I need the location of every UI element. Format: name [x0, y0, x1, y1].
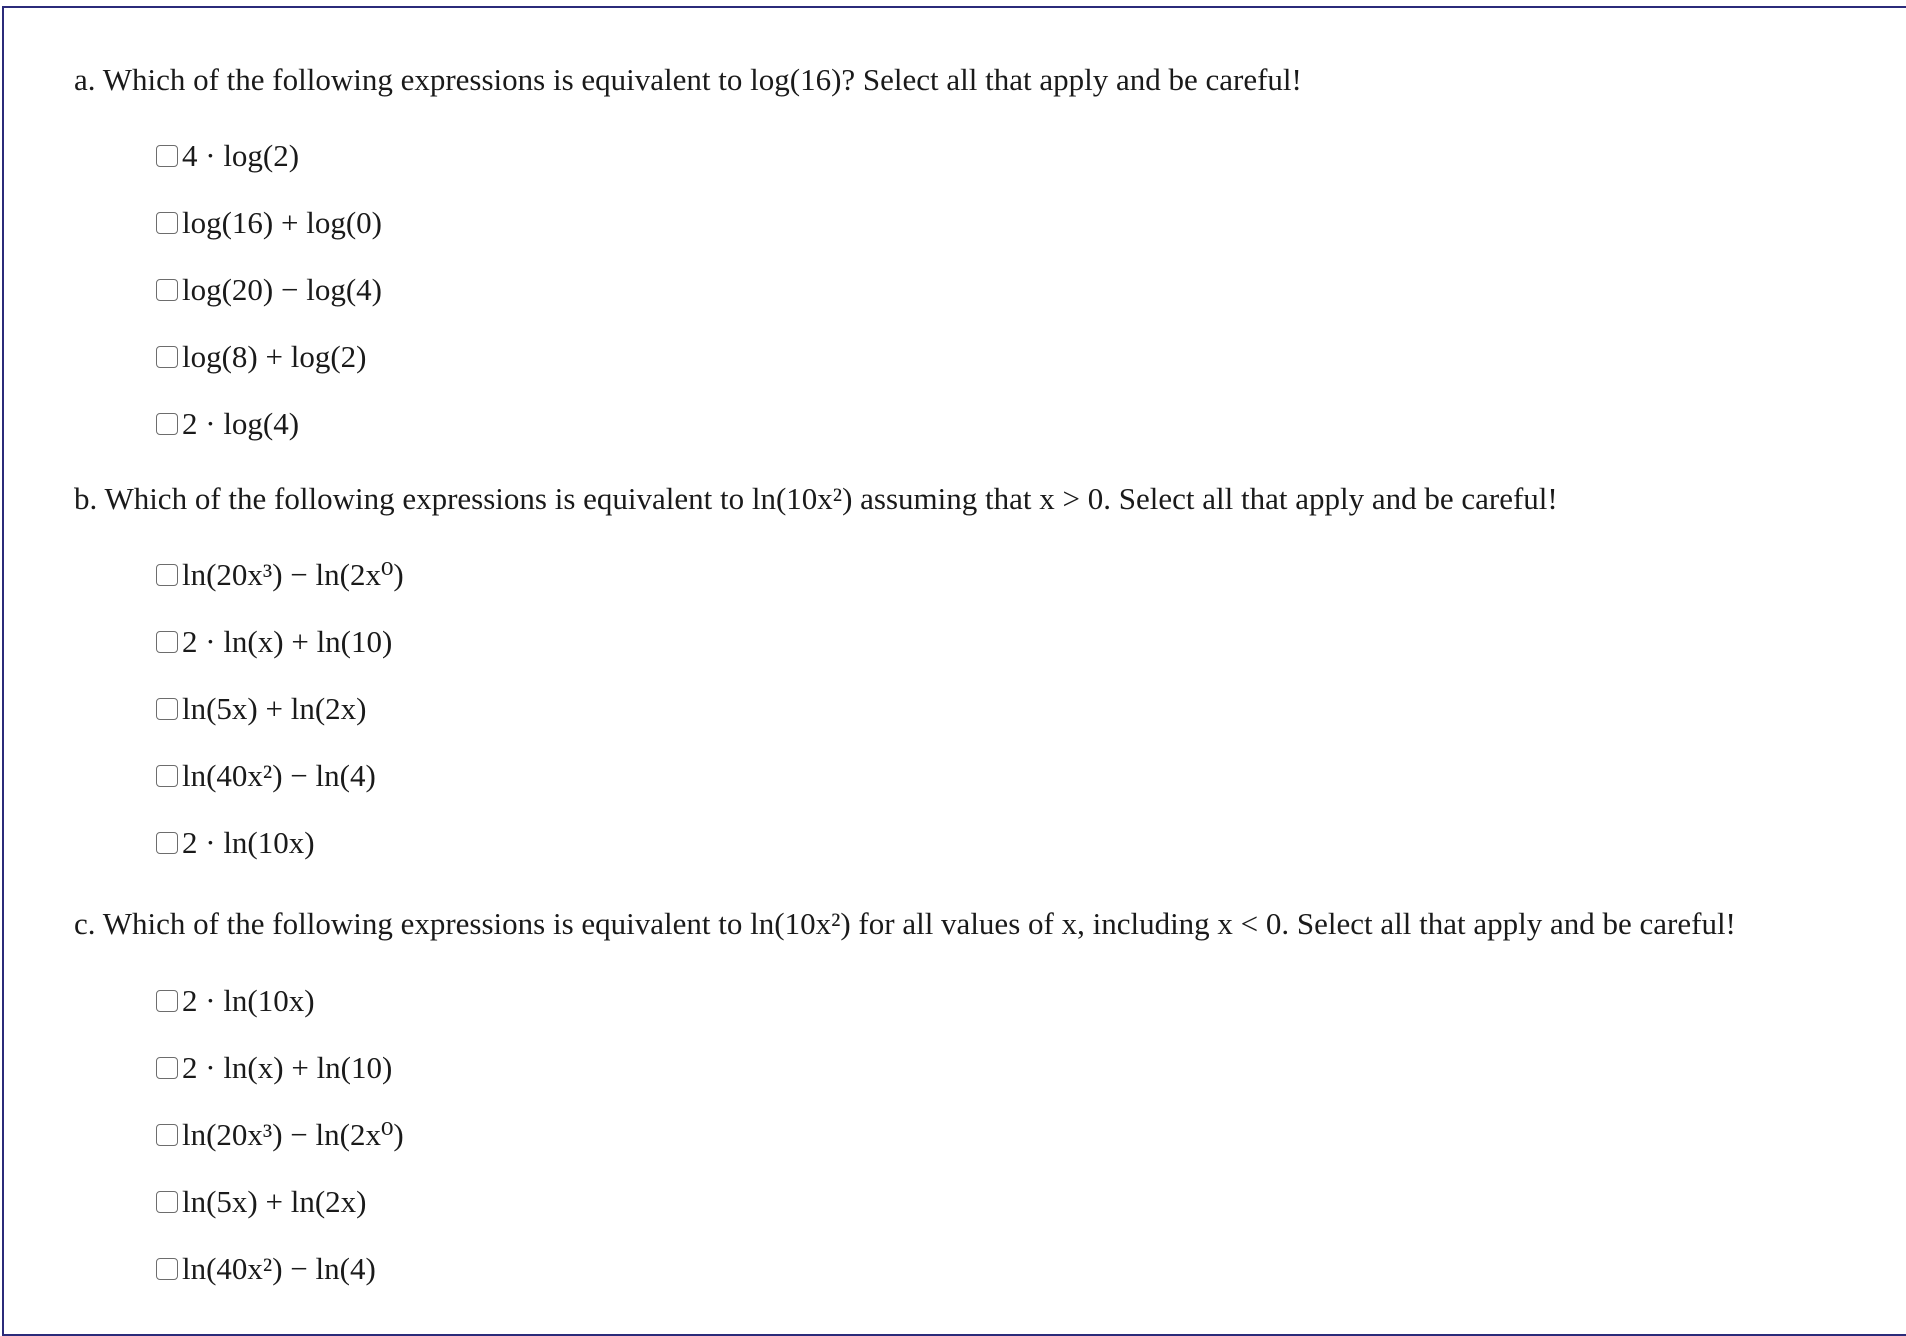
checkbox[interactable] — [156, 1258, 178, 1280]
option-expression: ln(5x) + ln(2x) — [182, 1184, 367, 1219]
option-expression: 4 · log(2) — [182, 138, 300, 173]
question-c-option-1[interactable] — [156, 981, 315, 1021]
option-expression: 2 · ln(x) + ln(10) — [182, 1050, 393, 1085]
checkbox[interactable] — [156, 346, 178, 368]
question-a-option-1[interactable] — [156, 136, 299, 176]
checkbox[interactable] — [156, 990, 178, 1012]
option-expression: log(20) − log(4) — [182, 272, 383, 307]
question-c-option-3[interactable] — [156, 1115, 404, 1155]
checkbox[interactable] — [156, 212, 178, 234]
option-expression: 2 · log(4) — [182, 406, 300, 441]
option-expression: log(8) + log(2) — [182, 339, 367, 374]
option-expression: 2 · ln(x) + ln(10) — [182, 624, 393, 659]
question-c-text: c. Which of the following expressions is equivalent to ln(10x²) for all values of x, including x < 0. Select all that apply and be careful! — [74, 906, 1736, 941]
question-b-option-1[interactable] — [156, 555, 404, 595]
checkbox[interactable] — [156, 832, 178, 854]
checkbox[interactable] — [156, 1057, 178, 1079]
checkbox[interactable] — [156, 145, 178, 167]
option-expression: ln(40x²) − ln(4) — [182, 1251, 376, 1286]
checkbox[interactable] — [156, 698, 178, 720]
checkbox[interactable] — [156, 1124, 178, 1146]
option-expression: ln(40x²) − ln(4) — [182, 758, 376, 793]
checkbox[interactable] — [156, 765, 178, 787]
question-b-option-2[interactable] — [156, 622, 392, 662]
checkbox[interactable] — [156, 413, 178, 435]
checkbox[interactable] — [156, 564, 178, 586]
checkbox[interactable] — [156, 1191, 178, 1213]
option-expression: 2 · ln(10x) — [182, 825, 315, 860]
question-a-option-5[interactable] — [156, 404, 299, 444]
option-expression: 2 · ln(10x) — [182, 983, 315, 1018]
question-b-option-3[interactable] — [156, 689, 367, 729]
question-c-option-5[interactable] — [156, 1249, 376, 1289]
question-b-text: b. Which of the following expressions is equivalent to ln(10x²) assuming that x > 0. Select all that apply and be careful! — [74, 481, 1558, 516]
question-b-option-4[interactable] — [156, 756, 376, 796]
option-expression: ln(20x³) − ln(2x⁰) — [182, 557, 404, 592]
checkbox[interactable] — [156, 631, 178, 653]
option-expression: ln(5x) + ln(2x) — [182, 691, 367, 726]
question-a-option-2[interactable] — [156, 203, 382, 243]
option-expression: log(16) + log(0) — [182, 205, 383, 240]
question-a-option-4[interactable] — [156, 337, 367, 377]
checkbox[interactable] — [156, 279, 178, 301]
question-b-option-5[interactable] — [156, 823, 315, 863]
option-expression: ln(20x³) − ln(2x⁰) — [182, 1117, 404, 1152]
question-c-option-2[interactable] — [156, 1048, 392, 1088]
question-c-option-4[interactable] — [156, 1182, 367, 1222]
question-a-text: a. Which of the following expressions is equivalent to log(16)? Select all that apply and be careful! — [74, 62, 1302, 97]
question-a-option-3[interactable] — [156, 270, 382, 310]
